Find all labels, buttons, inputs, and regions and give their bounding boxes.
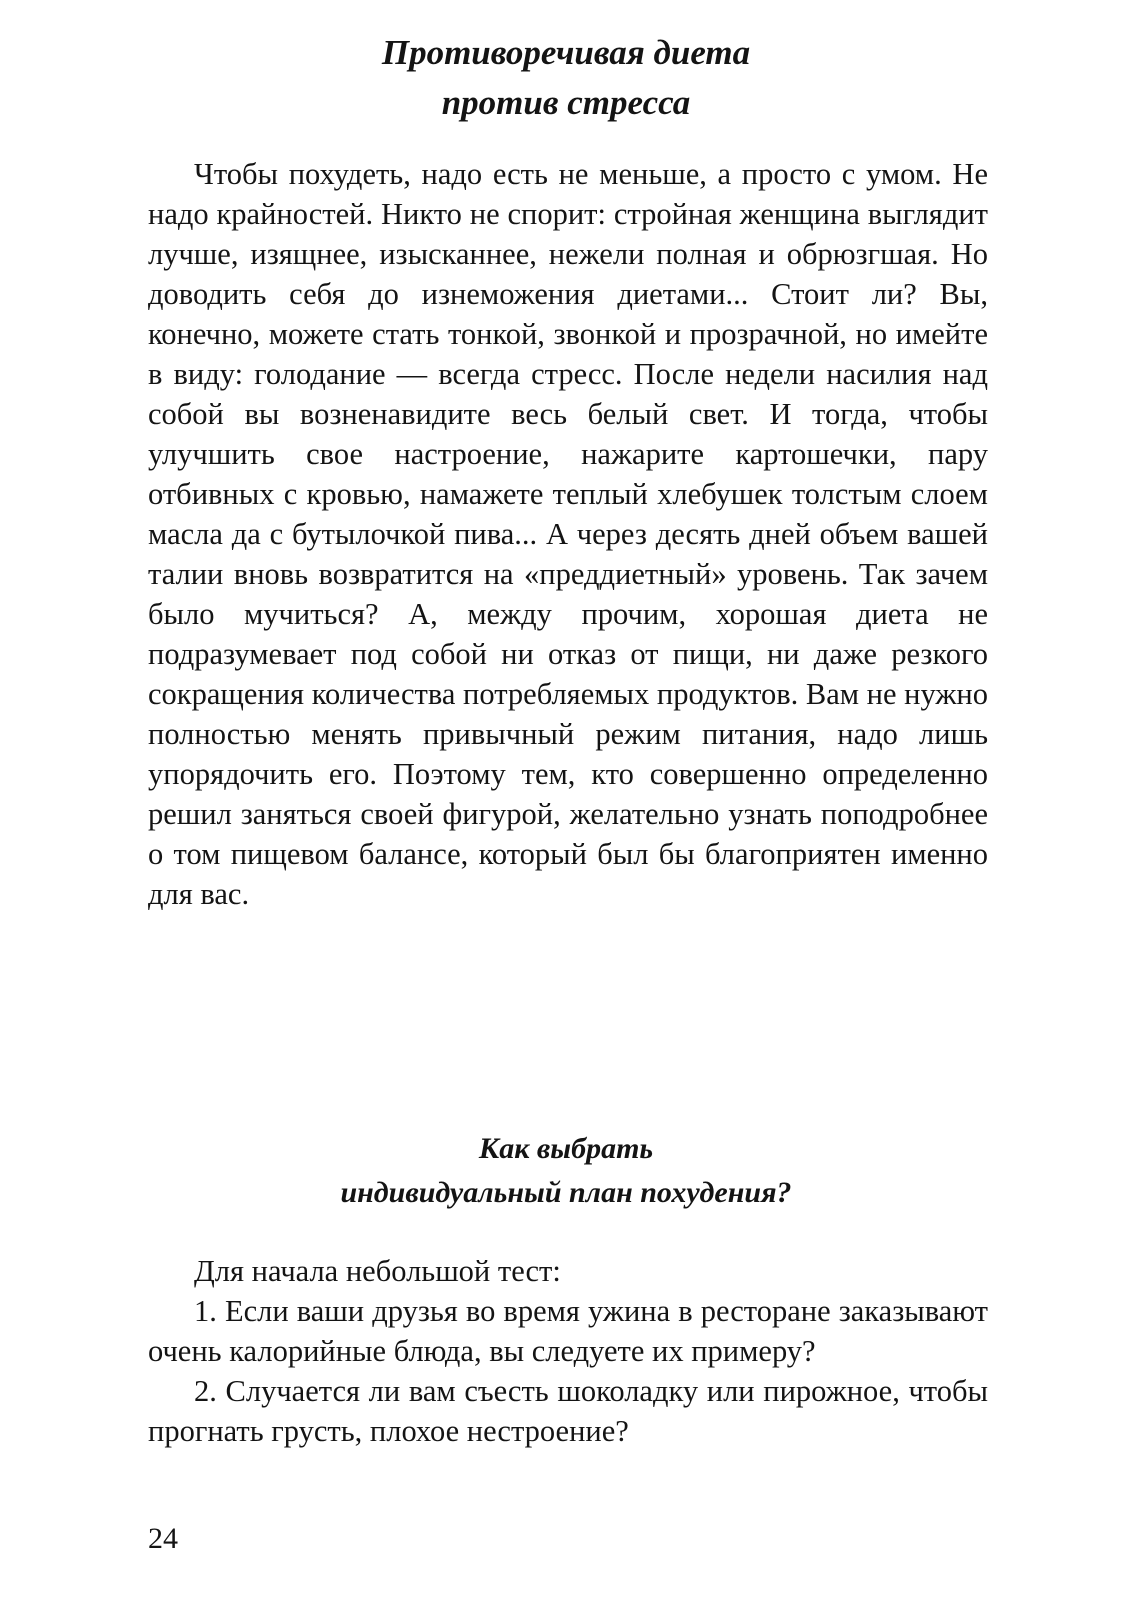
test-block — [148, 1251, 988, 1451]
chapter-title-line-1: Противоречивая диета — [381, 33, 751, 72]
section-subtitle — [0, 1127, 1132, 1215]
chapter-title — [0, 28, 1132, 128]
page-number: 24 — [148, 1522, 178, 1555]
main-text-block — [148, 154, 988, 914]
section-subtitle-line-1: Как выбрать — [478, 1132, 654, 1165]
main-paragraph: Чтобы похудеть, надо есть не меньше, а просто с умом. Не надо крайностей. Никто не спорит: стройная женщина выглядит лучше, изящнее, изысканнее, нежели полная и обрюзгшая. Но доводить себя до изнеможения диетами... Стоит ли? Вы, конечно, можете стать тонкой, звонкой и прозрачной, но имейте в виду: голодание — всегда стресс. После недели насилия над собой вы возненавидите весь белый свет. И тогда, чтобы улучшить свое настроение, нажарите картошечки, пару отбивных с кровью, намажете теплый хлебушек толстым слоем масла да с бутылочкой пива... А через десять дней объем вашей талии вновь возвратится на «преддиетный» уровень. Так зачем было мучиться? А, между прочим, хорошая диета не подразумевает под собой ни отказ от пищи, ни даже резкого сокращения количества потребляемых продуктов. Вам не нужно полностью менять привычный режим питания, надо лишь упорядочить его. Поэтому тем, кто совершенно определенно решил заняться своей фигурой, желательно узнать поподробнее о том пищевом балансе, который был бы благоприятен именно для вас. — [148, 157, 988, 911]
test-intro: Для начала небольшой тест: — [194, 1254, 561, 1288]
test-item-1: 1. Если ваши друзья во время ужина в ресторане заказывают очень калорийные блюда, вы следуете их примеру? — [148, 1294, 988, 1368]
test-item-2: 2. Случается ли вам съесть шоколадку или пирожное, чтобы прогнать грусть, плохое нестроение? — [148, 1374, 988, 1448]
section-subtitle-line-2: индивидуальный план похудения? — [340, 1176, 792, 1209]
chapter-title-line-2: против стресса — [441, 83, 691, 122]
